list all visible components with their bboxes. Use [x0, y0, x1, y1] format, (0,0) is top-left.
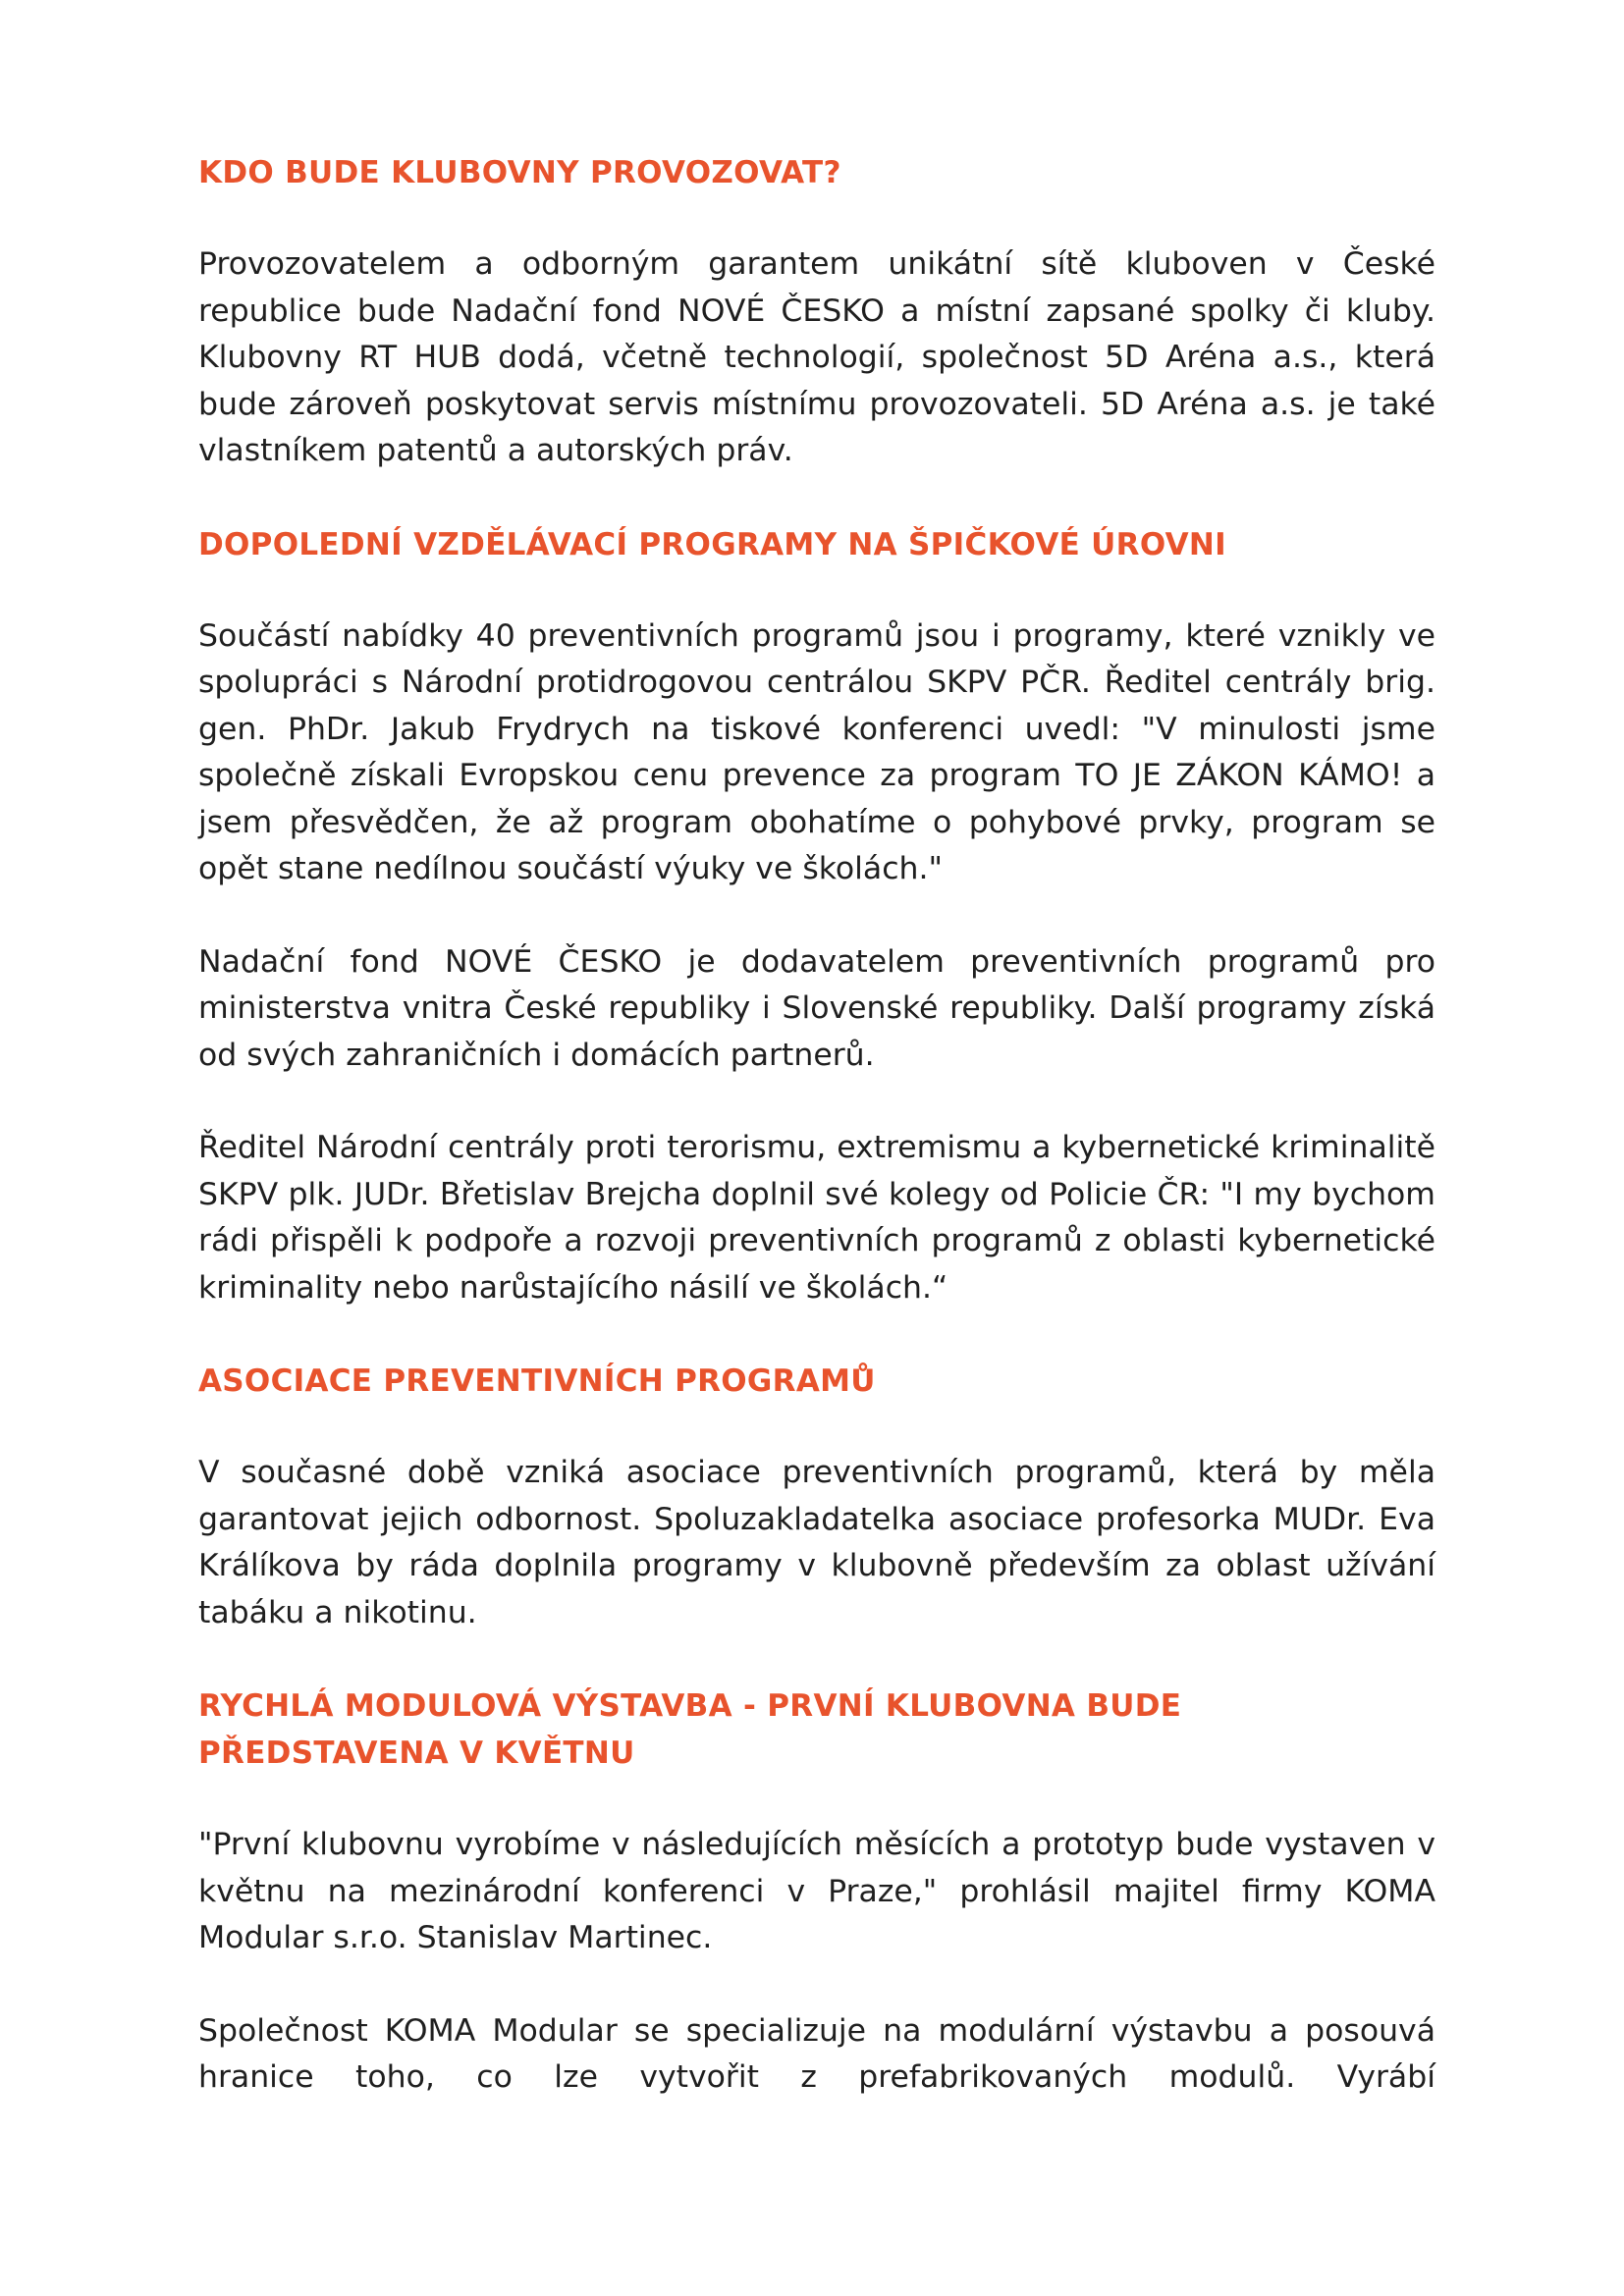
section-heading: KDO BUDE KLUBOVNY PROVOZOVAT?	[198, 155, 841, 190]
section-heading: ASOCIACE PREVENTIVNÍCH PROGRAMŮ	[198, 1363, 876, 1399]
section-operators	[198, 149, 1435, 521]
section-heading: DOPOLEDNÍ VZDĚLÁVACÍ PROGRAMY NA ŠPIČKOVÉ ÚROVNI	[198, 526, 1227, 562]
paragraph: V současné době vzniká asociace preventivních programů, která by měla garantovat jejich odbornost. Spoluzakladatelka asociace profesorka MUDr. Eva Králíkova by ráda doplnila programy v klubovně především za oblast užívání tabáku a nikotinu.	[198, 1455, 1435, 1630]
section-modular-construction	[198, 1682, 1435, 2102]
section-education-programs	[198, 521, 1435, 1359]
section-heading: RYCHLÁ MODULOVÁ VÝSTAVBA - PRVNÍ KLUBOVNA BUDE PŘEDSTAVENA V KVĚTNU	[198, 1688, 1182, 1771]
paragraph: Nadační fond NOVÉ ČESKO je dodavatelem preventivních programů pro ministerstva vnitra České republiky i Slovenské republiky. Další programy získá od svých zahraničních i domácích partnerů.	[198, 943, 1435, 1073]
paragraph: Ředitel Národní centrály proti terorismu, extremismu a kybernetické kriminalitě SKPV plk. JUDr. Břetislav Brejcha doplnil své kolegy od Policie ČR: "I my bychom rádi přispěli k podpoře a rozvoji preventivních programů z oblasti kybernetické kriminality nebo narůstajícího násilí ve školách.“	[198, 1130, 1435, 1306]
section-association	[198, 1358, 1435, 1682]
paragraph: "První klubovnu vyrobíme v následujících měsících a prototyp bude vystaven v květnu na mezinárodní konferenci v Praze," prohlásil majitel firmy KOMA Modular s.r.o. Stanislav Martinec.	[198, 1827, 1435, 1955]
paragraph: Součástí nabídky 40 preventivních programů jsou i programy, které vznikly ve spolupráci s Národní protidrogovou centrálou SKPV PČR. Ředitel centrály brig. gen. PhDr. Jakub Frydrych na tiskové konferenci uvedl: "V minulosti jsme společně získali Evropskou cenu prevence za program TO JE ZÁKON KÁMO! a jsem přesvědčen, že až program obohatíme o pohybové prvky, program se opět stane nedílnou součástí výuky ve školách."	[198, 617, 1435, 886]
paragraph: Provozovatelem a odborným garantem unikátní sítě kluboven v České republice bude Nadační fond NOVÉ ČESKO a místní zapsané spolky či kluby. Klubovny RT HUB dodá, včetně technologií, společnost 5D Aréna a.s., která bude zároveň poskytovat servis místnímu provozovateli. 5D Aréna a.s. je také vlastníkem patentů a autorských práv.	[198, 246, 1435, 468]
document-page	[198, 149, 1435, 2102]
paragraph: Společnost KOMA Modular se specializuje na modulární výstavbu a posouvá hranice toho, co lze vytvořit z prefabrikovaných modulů. Vyrábí	[198, 2012, 1435, 2095]
